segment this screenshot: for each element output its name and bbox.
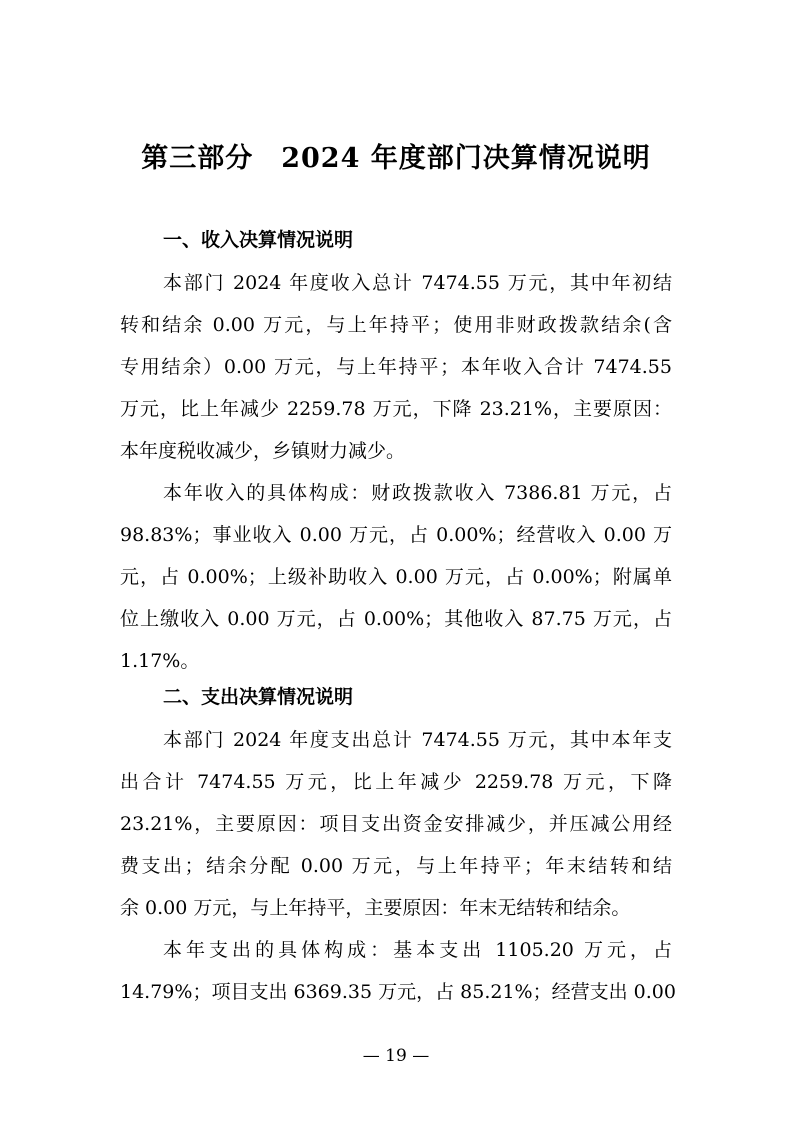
text-line: 本年收入的具体构成：财政拨款收入 7386.81 万元，占: [163, 482, 672, 504]
page-title: 第三部分 2024 年度部门决算情况说明: [141, 143, 651, 174]
text-line: 费支出；结余分配 0.00 万元，与上年持平；年末结转和结: [120, 855, 672, 877]
section-heading-income: 一、收入决算情况说明: [163, 229, 354, 251]
text-line: 余 0.00 万元，与上年持平，主要原因：年末无结转和结余。: [120, 897, 631, 919]
section-heading-expenditure: 二、支出决算情况说明: [163, 686, 354, 708]
text-line: 万元，比上年减少 2259.78 万元，下降 23.21%，主要原因：: [120, 398, 672, 420]
text-line: 98.83%；事业收入 0.00 万元，占 0.00%；经营收入 0.00 万: [120, 524, 672, 546]
text-line: 本年度税收减少，乡镇财力减少。: [120, 440, 406, 462]
text-line: 本部门 2024 年度收入总计 7474.55 万元，其中年初结: [163, 272, 672, 294]
text-line: 位上缴收入 0.00 万元，占 0.00%；其他收入 87.75 万元，占: [120, 608, 672, 630]
page-number: — 19 —: [362, 1046, 430, 1066]
text-line: 14.79%；项目支出 6369.35 万元，占 85.21%；经营支出 0.00: [120, 981, 676, 1003]
text-line: 本年支出的具体构成：基本支出 1105.20 万元，占: [163, 939, 672, 961]
text-line: 专用结余）0.00 万元，与上年持平；本年收入合计 7474.55: [120, 356, 672, 378]
text-line: 本部门 2024 年度支出总计 7474.55 万元，其中本年支: [163, 729, 672, 751]
text-line: 23.21%，主要原因：项目支出资金安排减少，并压减公用经: [120, 813, 672, 835]
text-line: 1.17%。: [120, 650, 200, 672]
text-line: 元，占 0.00%；上级补助收入 0.00 万元，占 0.00%；附属单: [120, 566, 672, 588]
text-line: 转和结余 0.00 万元，与上年持平；使用非财政拨款结余(含: [120, 314, 672, 336]
text-line: 出合计 7474.55 万元，比上年减少 2259.78 万元，下降: [120, 771, 672, 793]
